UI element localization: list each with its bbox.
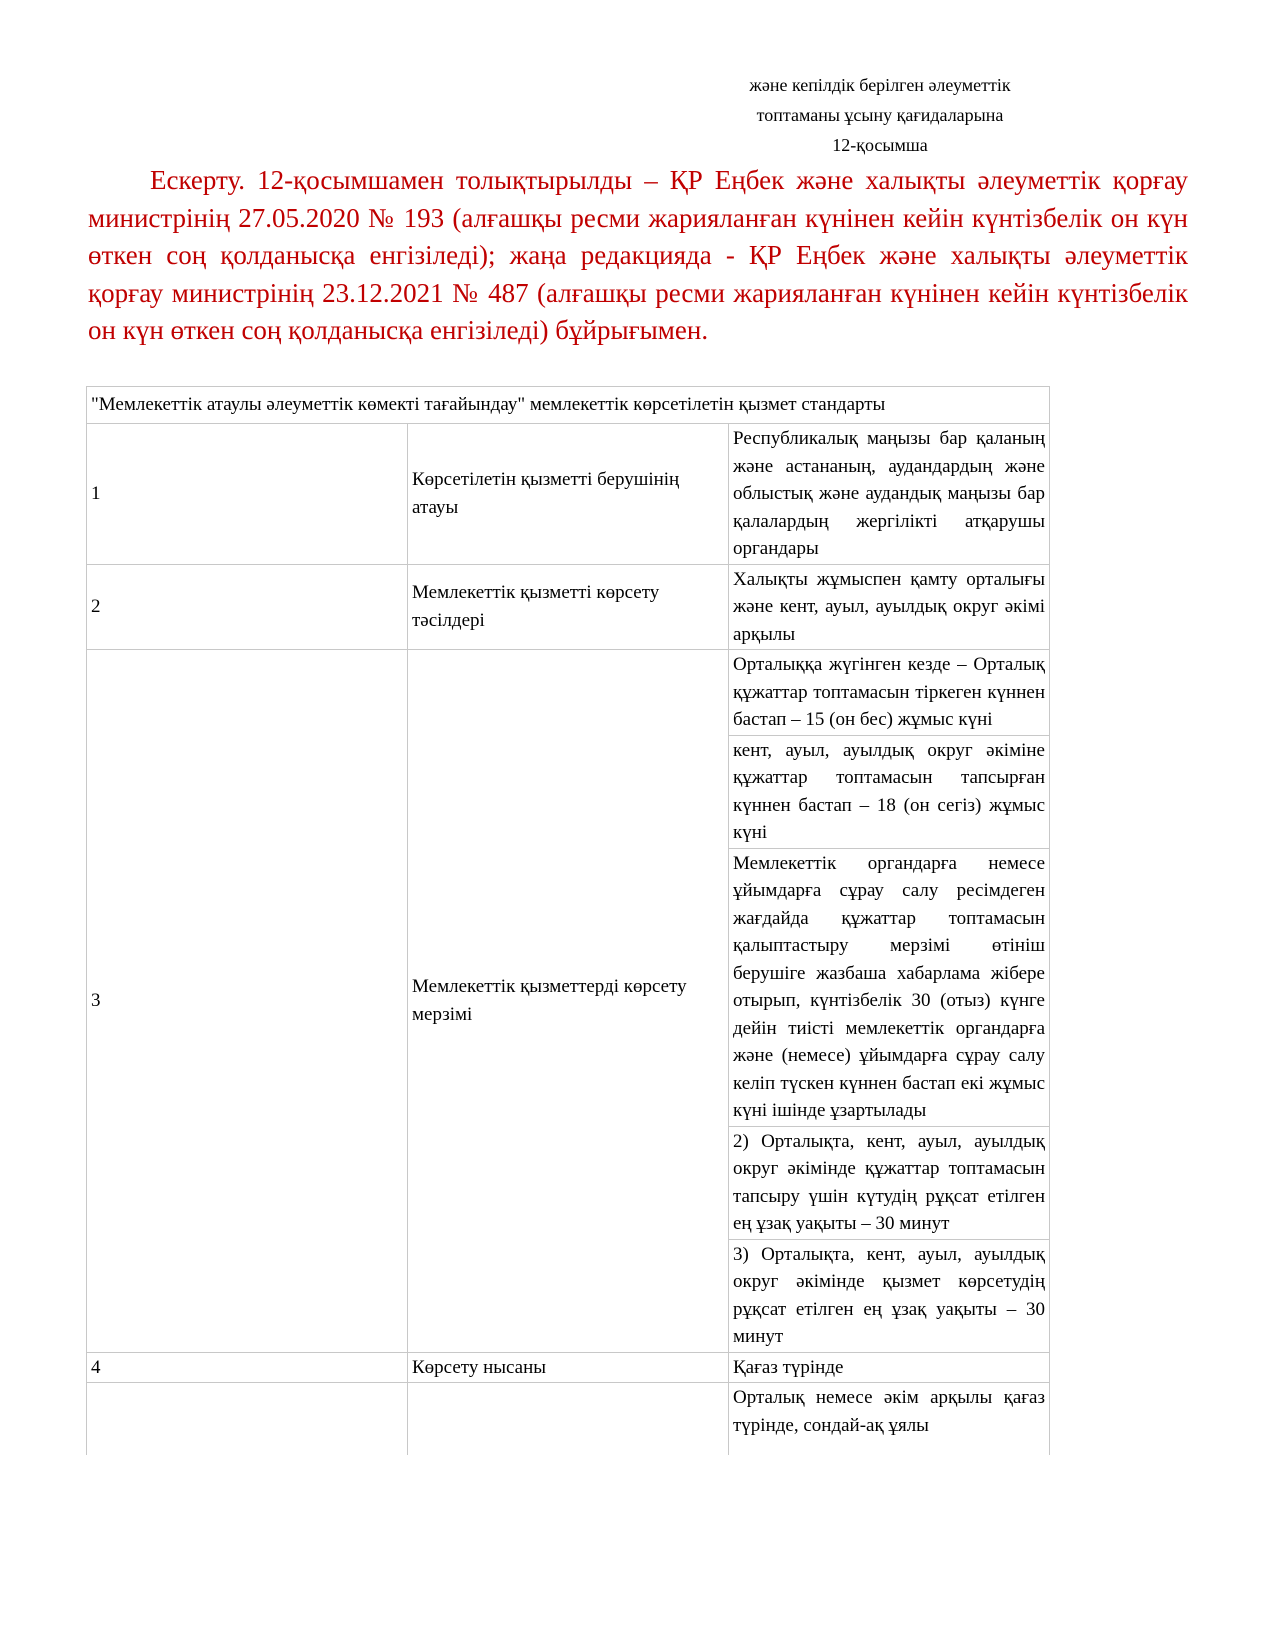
table-title-row xyxy=(87,387,1050,424)
service-standard-table xyxy=(86,386,1050,1455)
table-row xyxy=(87,1383,1050,1456)
table-row xyxy=(87,650,1050,736)
table-title: "Мемлекеттік атаулы әлеуметтік көмекті тағайындау" мемлекеттік көрсетілетін қызмет стандарты xyxy=(87,387,1050,424)
row-number: 4 xyxy=(87,1352,408,1383)
header-line-1: және кепілдік берілген әлеуметтік xyxy=(749,75,1011,95)
row-value: Орталыққа жүгінген кезде – Орталық құжаттар топтамасын тіркеген күннен бастап – 15 (он бес) жұмыс күні xyxy=(729,650,1050,736)
row-name: Көрсету нысаны xyxy=(408,1352,729,1383)
row-value: Халықты жұмыспен қамту орталығы және кент, ауыл, ауылдық округ әкімі арқылы xyxy=(729,564,1050,650)
row-value: кент, ауыл, ауылдық округ әкіміне құжаттар топтамасын тапсырған күннен бастап – 18 (он сегіз) жұмыс күні xyxy=(729,735,1050,848)
table-row xyxy=(87,424,1050,565)
amendment-note: Ескерту. 12-қосымшамен толықтырылды – ҚР Еңбек және халықты әлеуметтік қорғау министрінің 27.05.2020 № 193 (алғашқы ресми жарияланған күнінен кейін күнтізбелік он күн өткен соң қолданысқа енгізіледі); жаңа редакцияда - ҚР Еңбек және халықты әлеуметтік қорғау министрінің 23.12.2021 № 487 (алғашқы ресми жарияланған күнінен кейін күнтізбелік он күн өткен соң қолданысқа енгізіледі) бұйрығымен. xyxy=(88,165,1188,345)
row-value: Мемлекеттік органдарға немесе ұйымдарға сұрау салу ресімдеген жағдайда құжаттар топтамасын қалыптастыру мерзімі өтініш берушіге жазбаша хабарлама жібере отырып, күнтізбелік 30 (отыз) күнге дейін тиісті мемлекеттік органдарға және (немесе) ұйымдарға сұрау салу келіп түскен күннен бастап екі жұмыс күні ішінде ұзартылады xyxy=(729,848,1050,1126)
table-row xyxy=(87,1352,1050,1383)
row-number: 3 xyxy=(87,650,408,1353)
appendix-header xyxy=(720,70,1040,160)
row-name: Мемлекеттік қызметтерді көрсету мерзімі xyxy=(408,650,729,1353)
row-value: 3) Орталықта, кент, ауыл, ауылдық округ әкімінде қызмет көрсетудің рұқсат етілген ең ұзақ уақыты – 30 минут xyxy=(729,1239,1050,1352)
header-line-3: 12-қосымша xyxy=(832,135,928,155)
row-value: 2) Орталықта, кент, ауыл, ауылдық округ әкімінде құжаттар топтамасын тапсыру үшін күтудің рұқсат етілген ең ұзақ уақыты – 30 минут xyxy=(729,1126,1050,1239)
header-line-2: топтаманы ұсыну қағидаларына xyxy=(756,105,1004,125)
row-number xyxy=(87,1383,408,1456)
row-value: Орталық немесе әкім арқылы қағаз түрінде, сондай-ақ ұялы xyxy=(729,1383,1050,1456)
row-value: Қағаз түрінде xyxy=(729,1352,1050,1383)
table-row xyxy=(87,564,1050,650)
row-name: Көрсетілетін қызметті берушінің атауы xyxy=(408,424,729,565)
row-number: 2 xyxy=(87,564,408,650)
row-value: Республикалық маңызы бар қаланың және астананың, аудандардың және облыстық және аудандық маңызы бар қалалардың жергілікті атқарушы органдары xyxy=(729,424,1050,565)
row-number: 1 xyxy=(87,424,408,565)
row-name xyxy=(408,1383,729,1456)
row-name: Мемлекеттік қызметті көрсету тәсілдері xyxy=(408,564,729,650)
